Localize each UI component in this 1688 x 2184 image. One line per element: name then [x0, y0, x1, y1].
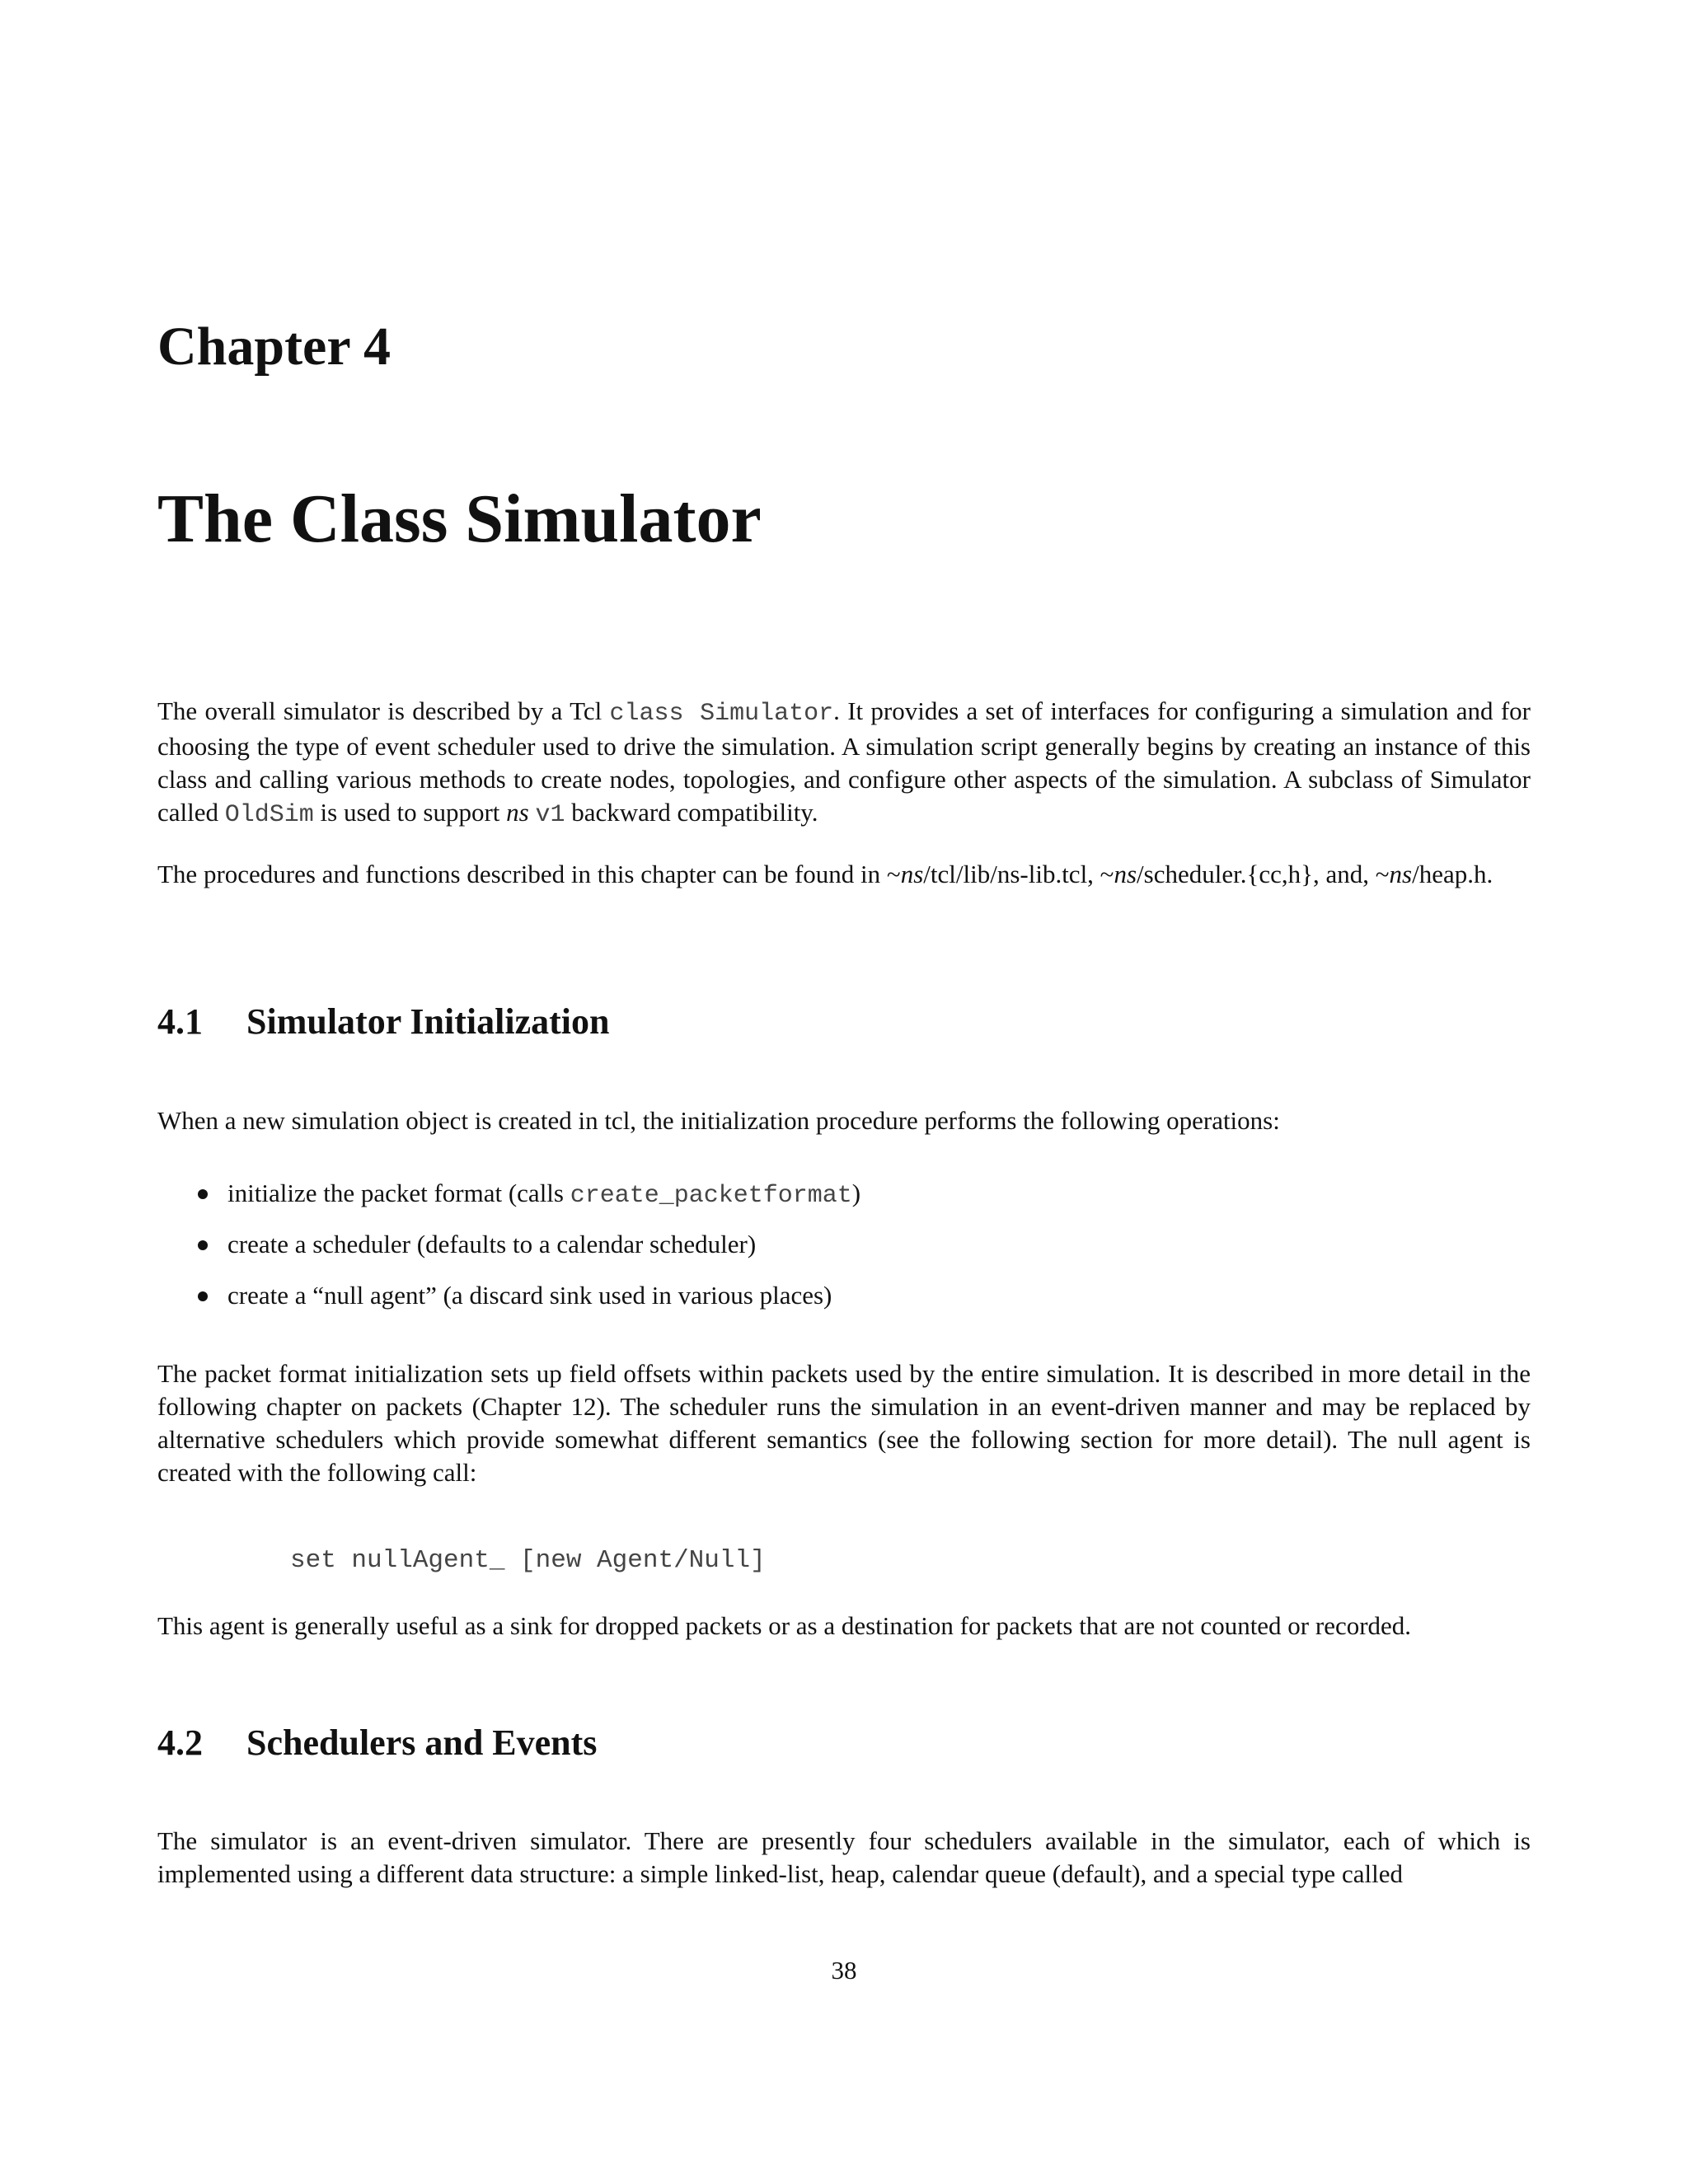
section-heading-4-1 [157, 1001, 610, 1042]
inline-code-create-packetformat: create_packetformat [570, 1182, 852, 1210]
inline-code-class-simulator: class Simulator [609, 700, 834, 728]
inline-code-v1: v1 [535, 801, 565, 829]
inline-code-oldsim: OldSim [224, 801, 314, 829]
section-4-1-paragraph: The packet format initialization sets up field offsets within packets used by the entire simulation. It is described in more detail in the following chapter on packets (Chapter 12). The scheduler runs the simulation in an event-driven manner and may be replaced by alternative schedulers which provide somewhat different semantics (see the following section for more detail). The null agent is created with the following call: [157, 1359, 1531, 1487]
chapter-title: The Class Simulator [157, 480, 762, 557]
bullet-icon [198, 1240, 208, 1250]
bullet-icon [198, 1291, 208, 1301]
intro-paragraph-1: The overall simulator is described by a Tcl class Simulator. It provides a set of interfaces for configuring a simulation and for choosing the type of event scheduler used to drive the simulation. A simulation script generally begins by creating an instance of this class and calling various methods to create nodes, topologies, and configure other aspects of the simulation. A subclass of Simulator called OldSim is used to support ns v1 backward compatibility. [157, 696, 1531, 829]
section-number: 4.2 [157, 1722, 203, 1763]
section-title: Simulator Initialization [246, 1001, 610, 1042]
list-item: create a scheduler (defaults to a calendar scheduler) [193, 1228, 860, 1279]
initialization-steps-list [193, 1177, 860, 1330]
section-number: 4.1 [157, 1001, 203, 1042]
section-title: Schedulers and Events [246, 1722, 598, 1763]
list-item: initialize the packet format (calls create_packetformat) [193, 1177, 860, 1228]
section-heading-4-2 [157, 1722, 598, 1763]
section-4-1-closing: This agent is generally useful as a sink for dropped packets or as a destination for packets that are not counted or recorded. [157, 1611, 1412, 1640]
code-block: set nullAgent_ [new Agent/Null] [290, 1546, 766, 1575]
chapter-label: Chapter 4 [157, 316, 391, 377]
page-number: 38 [831, 1956, 857, 1985]
section-4-2-paragraph: The simulator is an event-driven simulator. There are presently four schedulers available in the simulator, each of which is implemented using a different data structure: a simple linked-list, heap, calendar queue (default), and a special type called [157, 1826, 1531, 1888]
intro-paragraph-2: The procedures and functions described in this chapter can be found in ~ns/tcl/lib/ns-lib.tcl, ~ns/scheduler.{cc,h}, and, ~ns/heap.h. [157, 860, 1493, 888]
list-item: create a “null agent” (a discard sink used in various places) [193, 1279, 860, 1330]
bullet-icon [198, 1189, 208, 1199]
section-4-1-lead: When a new simulation object is created in tcl, the initialization procedure performs the following operations: [157, 1106, 1280, 1135]
